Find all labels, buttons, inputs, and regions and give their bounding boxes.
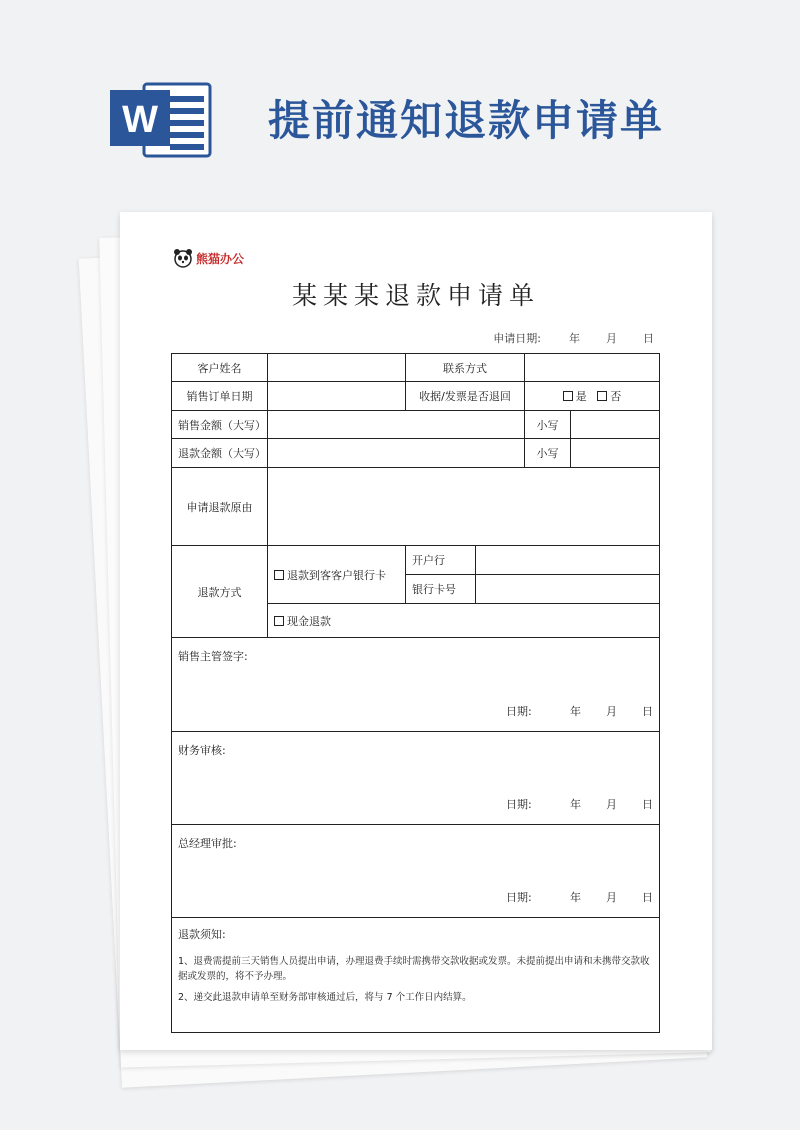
contact-field[interactable] <box>525 354 660 382</box>
card-field[interactable] <box>476 575 660 604</box>
day-label: 日 <box>642 891 653 904</box>
yes-label: 是 <box>575 390 587 403</box>
bank-field[interactable] <box>476 546 660 575</box>
day-label: 日 <box>643 332 654 345</box>
year-label: 年 <box>570 891 581 904</box>
note-1: 1、退费需提前三天销售人员提出申请，办理退费手续时需携带交款收据或发票。未提前提出申请和未携带交款收据或发票的，将不予办理。 <box>178 955 650 982</box>
reason-label: 申请退款原由 <box>172 468 268 546</box>
reason-field[interactable] <box>268 468 660 546</box>
invoice-returned-label: 收据/发票是否退回 <box>406 382 525 411</box>
brand-logo <box>173 248 244 268</box>
month-label: 月 <box>606 705 617 718</box>
method-cash-option[interactable] <box>268 604 660 638</box>
day-label: 日 <box>642 798 653 811</box>
invoice-returned-options <box>525 382 660 411</box>
method-label: 退款方式 <box>172 546 268 638</box>
year-label: 年 <box>570 705 581 718</box>
sales-amount-field[interactable] <box>268 411 525 439</box>
form-title: 某某某退款申请单 <box>291 281 540 310</box>
sales-manager-sign-area[interactable] <box>172 638 660 732</box>
no-label: 否 <box>610 390 622 403</box>
apply-date <box>493 330 654 346</box>
sales-amount-label: 销售金额（大写） <box>172 411 268 439</box>
order-date-field[interactable] <box>268 382 406 411</box>
sales-lowercase-label: 小写 <box>525 411 571 439</box>
year-label: 年 <box>570 798 581 811</box>
bank-label: 开户行 <box>406 546 476 575</box>
sales-manager-label: 销售主管签字: <box>178 650 248 663</box>
cash-checkbox[interactable] <box>274 616 284 626</box>
finance-label: 财务审核: <box>178 744 226 757</box>
day-label: 日 <box>642 705 653 718</box>
notes-title: 退款须知: <box>178 928 226 941</box>
refund-lowercase-label: 小写 <box>525 439 571 468</box>
customer-name-label: 客户姓名 <box>172 354 268 382</box>
note-2: 2、递交此退款申请单至财务部审核通过后，将与 7 个工作日内结算。 <box>178 991 472 1003</box>
year-label: 年 <box>569 332 580 345</box>
page-title: 提前通知退款申请单 <box>268 96 665 145</box>
refund-form-table <box>171 353 660 1033</box>
date-label: 日期: <box>506 798 532 811</box>
gm-label: 总经理审批: <box>178 837 237 850</box>
order-date-label: 销售订单日期 <box>172 382 268 411</box>
refund-amount-label: 退款金额（大写） <box>172 439 268 468</box>
month-label: 月 <box>606 891 617 904</box>
logo-text: 熊猫办公 <box>196 251 245 266</box>
apply-date-label: 申请日期: <box>493 332 541 345</box>
card-label: 银行卡号 <box>406 575 476 604</box>
refund-lowercase-field[interactable] <box>571 439 660 468</box>
method-cash-label: 现金退款 <box>287 614 331 628</box>
date-label: 日期: <box>506 705 532 718</box>
month-label: 月 <box>606 332 617 345</box>
sales-lowercase-field[interactable] <box>571 411 660 439</box>
gm-date <box>506 889 653 905</box>
word-icon <box>110 76 214 160</box>
panda-icon <box>173 248 193 268</box>
method-bank-label: 退款到客客户银行卡 <box>287 568 386 582</box>
finance-sign-area[interactable] <box>172 732 660 825</box>
gm-sign-area[interactable] <box>172 825 660 918</box>
refund-notes <box>172 918 660 1033</box>
no-checkbox[interactable] <box>597 391 607 401</box>
date-label: 日期: <box>506 891 532 904</box>
sales-manager-date <box>506 703 653 719</box>
method-bank-option[interactable] <box>268 546 406 604</box>
contact-label: 联系方式 <box>406 354 525 382</box>
word-icon-letter: W <box>122 99 158 141</box>
document-page <box>120 212 712 1050</box>
refund-amount-field[interactable] <box>268 439 525 468</box>
month-label: 月 <box>606 798 617 811</box>
customer-name-field[interactable] <box>268 354 406 382</box>
bank-checkbox[interactable] <box>274 570 284 580</box>
finance-date <box>506 796 653 812</box>
yes-checkbox[interactable] <box>563 391 573 401</box>
